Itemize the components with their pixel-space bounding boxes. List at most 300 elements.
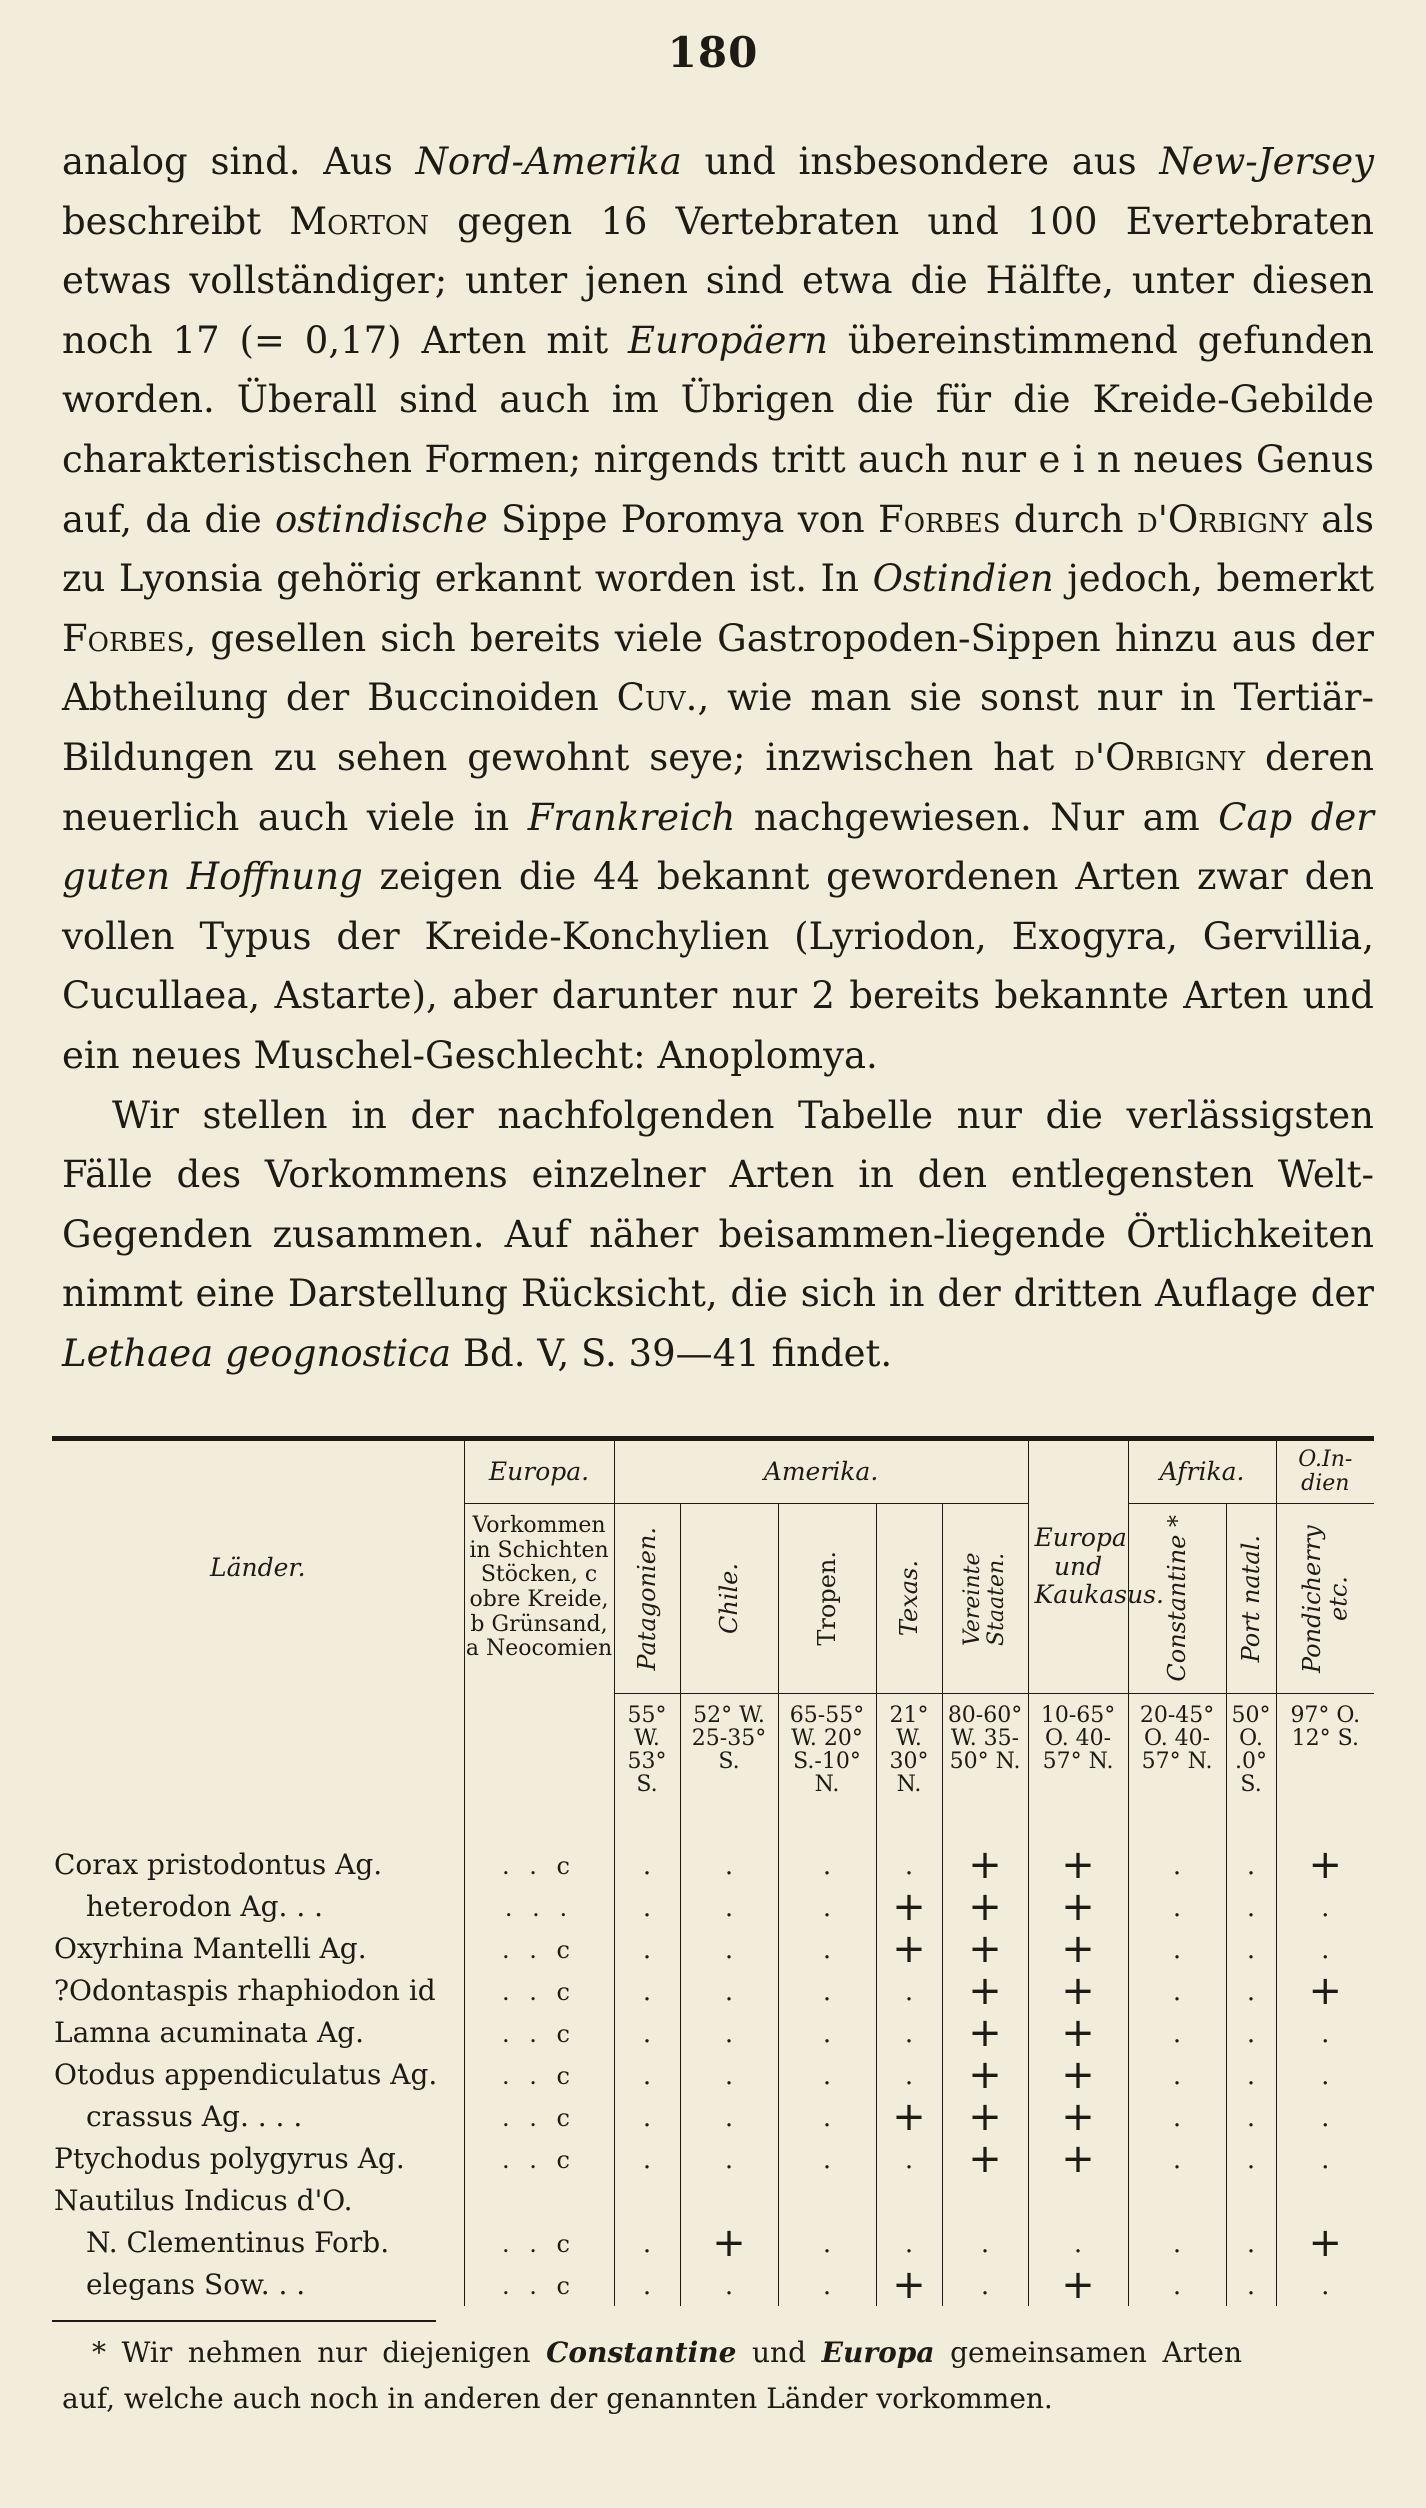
text-run: jedoch, bemerkt bbox=[1053, 557, 1374, 601]
table-cell bbox=[942, 1832, 1028, 1886]
table-cell bbox=[1128, 2096, 1226, 2138]
absence-mark: . bbox=[822, 2102, 832, 2133]
table-cell bbox=[876, 1832, 942, 1886]
table-cell bbox=[1276, 2096, 1374, 2138]
absence-mark: . bbox=[642, 2102, 652, 2133]
table-row bbox=[52, 2012, 1374, 2054]
absence-mark: . bbox=[1246, 2018, 1256, 2049]
header-group-europa: Europa. bbox=[464, 1441, 614, 1504]
absence-mark: . bbox=[724, 2060, 734, 2091]
header-empty bbox=[52, 1694, 464, 1833]
table-cell bbox=[680, 1970, 778, 2012]
coord-tropen: 65-55° W. 20° S.-10° N. bbox=[778, 1694, 876, 1833]
text-run: zeigen die 44 bekannt gewordenen Arten zwar den vollen Typus der Kreide-Konchylien (Lyriodon, Exogyra, Gervillia, Cucullaea, Astarte), aber darunter nur 2 bereits bekannte Arten und ein neues Muschel-Geschlecht: Anoplomya. bbox=[62, 855, 1374, 1077]
table-row bbox=[52, 1928, 1374, 1970]
table-cell bbox=[1276, 2180, 1374, 2222]
table-cell bbox=[464, 2180, 614, 2222]
table-cell bbox=[942, 2012, 1028, 2054]
text-run: gegen 16 Vertebraten und 100 Evertebraten etwas vollständiger; unter jenen sind etwa die Hälfte, unter diesen noch 17 (= 0,17) Arten mit bbox=[62, 199, 1375, 362]
table-cell bbox=[1028, 2012, 1128, 2054]
table-cell bbox=[614, 2264, 680, 2306]
absence-mark: . bbox=[1246, 1934, 1256, 1965]
table-cell bbox=[1276, 2264, 1374, 2306]
absence-mark: . bbox=[822, 1976, 832, 2007]
species-name: ?Odontaspis rhaphiodon id bbox=[54, 1973, 436, 2007]
table-cell bbox=[1226, 2096, 1276, 2138]
absence-mark: . bbox=[904, 2060, 914, 2091]
table-row bbox=[52, 1886, 1374, 1928]
table-cell bbox=[614, 2222, 680, 2264]
table-cell bbox=[778, 1886, 876, 1928]
absence-mark: . bbox=[904, 1850, 914, 1881]
table-cell bbox=[1226, 2138, 1276, 2180]
table-cell bbox=[680, 2264, 778, 2306]
table-cell bbox=[1226, 1928, 1276, 1970]
absence-mark: . bbox=[642, 2018, 652, 2049]
absence-mark: . bbox=[980, 2270, 990, 2301]
absence-mark: . bbox=[1172, 2144, 1182, 2175]
absence-mark: . bbox=[642, 2270, 652, 2301]
coord-constantine: 20-45° O. 40-57° N. bbox=[1128, 1694, 1226, 1833]
table-cell bbox=[1128, 2264, 1226, 2306]
table-cell bbox=[1226, 2012, 1276, 2054]
table-cell bbox=[614, 1928, 680, 1970]
table-cell bbox=[1276, 2054, 1374, 2096]
author-name: Forbes bbox=[62, 616, 185, 660]
text-run: Bd. V, S. 39—41 findet. bbox=[451, 1331, 893, 1375]
italic-run: New-Jersey bbox=[1159, 140, 1374, 183]
table-cell bbox=[1028, 2264, 1128, 2306]
absence-mark: . bbox=[1321, 2018, 1330, 2049]
table-cell bbox=[1128, 1928, 1226, 1970]
table-cell bbox=[778, 1928, 876, 1970]
table-cell bbox=[464, 2096, 614, 2138]
header-group-oindien: O.In-dien bbox=[1276, 1441, 1374, 1504]
species-name: heterodon Ag. . . bbox=[86, 1889, 324, 1923]
table-cell bbox=[614, 2012, 680, 2054]
table-cell bbox=[1276, 2012, 1374, 2054]
italic-run: Europäern bbox=[628, 318, 828, 362]
stratum-mark: . . c bbox=[502, 1977, 576, 2006]
species-name: Lamna acuminata Ag. bbox=[54, 2015, 364, 2049]
table-cell bbox=[1028, 2096, 1128, 2138]
presence-mark: + bbox=[1061, 1884, 1095, 1930]
table-cell bbox=[1276, 1928, 1374, 1970]
italic-run: Lethaea geognostica bbox=[62, 1331, 452, 1375]
italic-run: Cap der guten Hoffnung bbox=[62, 795, 1374, 899]
table-cell bbox=[680, 1832, 778, 1886]
header-tropen-label: Tropen. bbox=[812, 1551, 841, 1646]
text-run: Sippe Poromya von bbox=[487, 497, 879, 541]
table-row bbox=[52, 2180, 1374, 2222]
author-name: Forbes bbox=[878, 497, 1001, 541]
absence-mark: . bbox=[1073, 2228, 1083, 2259]
absence-mark: . bbox=[724, 1976, 734, 2007]
absence-mark: . bbox=[724, 2102, 734, 2133]
table-cell bbox=[680, 2180, 778, 2222]
table-cell bbox=[680, 2138, 778, 2180]
footnote-rule bbox=[52, 2320, 436, 2322]
header-port-natal bbox=[1226, 1504, 1276, 1694]
table-row bbox=[52, 2054, 1374, 2096]
table-cell bbox=[942, 2054, 1028, 2096]
table-cell bbox=[680, 1886, 778, 1928]
table-cell bbox=[778, 2222, 876, 2264]
header-vereinte bbox=[942, 1504, 1028, 1694]
stratum-mark: . . c bbox=[502, 1935, 576, 1964]
presence-mark: + bbox=[1308, 1842, 1343, 1888]
table-cell bbox=[942, 1970, 1028, 2012]
table-cell bbox=[942, 2222, 1028, 2264]
text-run: analog sind. Aus bbox=[62, 140, 416, 183]
author-name: Morton bbox=[289, 199, 429, 243]
table-cell bbox=[1226, 2222, 1276, 2264]
table-cell bbox=[942, 2264, 1028, 2306]
table-cell bbox=[876, 2012, 942, 2054]
table-cell bbox=[1028, 2054, 1128, 2096]
table-cell bbox=[876, 2138, 942, 2180]
table-cell bbox=[1128, 2180, 1226, 2222]
absence-mark: . bbox=[1246, 2144, 1256, 2175]
table-cell bbox=[1226, 1832, 1276, 1886]
absence-mark: . bbox=[642, 2060, 652, 2091]
header-lander: Länder. bbox=[209, 1552, 306, 1582]
table-cell bbox=[1276, 1970, 1374, 2012]
table-row bbox=[52, 1832, 1374, 1886]
table-cell bbox=[464, 2012, 614, 2054]
table-cell bbox=[778, 2264, 876, 2306]
header-europa-kaukasus: Europa und Kaukasus. bbox=[1028, 1441, 1128, 1694]
table-cell bbox=[1028, 1970, 1128, 2012]
page-number: 180 bbox=[667, 28, 759, 77]
header-patagonien bbox=[614, 1504, 680, 1694]
absence-mark: . bbox=[904, 2228, 914, 2259]
header-chile-label: Chile. bbox=[714, 1562, 743, 1634]
table-cell bbox=[876, 1970, 942, 2012]
absence-mark: . bbox=[724, 1850, 734, 1881]
footnote-text bbox=[62, 2330, 1242, 2422]
header-constantine-label: Constantine * bbox=[1162, 1515, 1191, 1682]
italic-run: Ostindien bbox=[872, 557, 1054, 601]
stratum-mark: . . c bbox=[502, 2145, 576, 2174]
table-cell bbox=[1226, 2180, 1276, 2222]
table-grid bbox=[52, 1441, 1374, 2306]
table-cell bbox=[464, 1970, 614, 2012]
absence-mark: . bbox=[724, 2270, 734, 2301]
header-group-amerika: Amerika. bbox=[614, 1441, 1028, 1504]
absence-mark: . bbox=[724, 2018, 734, 2049]
absence-mark: . bbox=[822, 1892, 832, 1923]
header-chile bbox=[680, 1504, 778, 1694]
table-cell bbox=[778, 2180, 876, 2222]
absence-mark: . bbox=[1246, 2270, 1256, 2301]
header-port-natal-label: Port natal. bbox=[1236, 1534, 1265, 1663]
table-cell bbox=[464, 2222, 614, 2264]
absence-mark: . bbox=[904, 1976, 914, 2007]
coord-pondicherry: 97° O. 12° S. bbox=[1276, 1694, 1374, 1833]
presence-mark: + bbox=[1061, 2010, 1095, 2056]
absence-mark: . bbox=[822, 2144, 832, 2175]
presence-mark: + bbox=[892, 2094, 926, 2140]
paragraph-1 bbox=[62, 132, 1374, 1086]
table-cell bbox=[1128, 2222, 1226, 2264]
presence-mark: + bbox=[892, 1926, 926, 1972]
presence-mark: + bbox=[1061, 2262, 1095, 2308]
presence-mark: + bbox=[1061, 2136, 1095, 2182]
absence-mark: . bbox=[1321, 2102, 1330, 2133]
text-run: übereinstimmend gefunden worden. Überall sind auch im Übrigen die für die Kreide-Gebilde charakteristischen Formen; nirgends tritt auch nur e i n neues Genus auf, da die bbox=[62, 318, 1374, 541]
table-cell bbox=[1128, 2012, 1226, 2054]
presence-mark: + bbox=[1061, 1968, 1095, 2014]
presence-mark: + bbox=[968, 1926, 1002, 1972]
coord-vereinte: 80-60° W. 35-50° N. bbox=[942, 1694, 1028, 1833]
absence-mark: . bbox=[822, 2228, 832, 2259]
absence-mark: . bbox=[822, 2060, 832, 2091]
absence-mark: . bbox=[724, 2144, 734, 2175]
table-cell bbox=[778, 2138, 876, 2180]
header-patagonien-label: Patagonien. bbox=[632, 1526, 661, 1671]
presence-mark: + bbox=[968, 1884, 1002, 1930]
text-run: deren neuerlich auch viele in bbox=[62, 735, 1374, 839]
table-cell bbox=[942, 2138, 1028, 2180]
table-cell bbox=[1028, 1832, 1128, 1886]
table-row bbox=[52, 2264, 1374, 2306]
stratum-mark: . . c bbox=[502, 2019, 576, 2048]
absence-mark: . bbox=[822, 2018, 832, 2049]
table-cell bbox=[1028, 1928, 1128, 1970]
header-pondicherry bbox=[1276, 1504, 1374, 1694]
species-name: Otodus appendiculatus Ag. bbox=[54, 2057, 438, 2091]
table-cell bbox=[1226, 2054, 1276, 2096]
table-cell bbox=[1276, 1886, 1374, 1928]
absence-mark: . bbox=[904, 2018, 914, 2049]
table-cell bbox=[614, 2054, 680, 2096]
presence-mark: + bbox=[1308, 1968, 1343, 2014]
stratum-mark: . . c bbox=[502, 2271, 576, 2300]
presence-mark: + bbox=[968, 2136, 1002, 2182]
species-name: N. Clementinus Forb. bbox=[86, 2225, 390, 2259]
text-run: Wir nehmen nur diejenigen bbox=[106, 2336, 547, 2369]
table-cell bbox=[876, 2222, 942, 2264]
table-cell bbox=[778, 1832, 876, 1886]
absence-mark: . bbox=[1172, 2102, 1182, 2133]
table-cell bbox=[680, 2096, 778, 2138]
absence-mark: . bbox=[724, 1934, 734, 1965]
table-cell bbox=[614, 1832, 680, 1886]
table-cell bbox=[1128, 1886, 1226, 1928]
absence-mark: . bbox=[1246, 2228, 1256, 2259]
coord-vorkommen bbox=[464, 1694, 614, 1833]
table-cell bbox=[876, 2096, 942, 2138]
species-name: crassus Ag. . . . bbox=[86, 2099, 303, 2133]
table-cell bbox=[778, 1970, 876, 2012]
table-cell bbox=[1276, 1832, 1374, 1886]
author-name: Cuv. bbox=[616, 676, 698, 720]
text-run: beschreibt bbox=[62, 199, 290, 243]
table-cell bbox=[876, 1928, 942, 1970]
text-run: und bbox=[736, 2336, 822, 2369]
text-run: und insbesondere aus bbox=[681, 140, 1160, 183]
table-cell bbox=[1028, 1886, 1128, 1928]
absence-mark: . bbox=[642, 1892, 652, 1923]
absence-mark: . bbox=[1172, 1892, 1182, 1923]
table-cell bbox=[464, 2054, 614, 2096]
presence-mark: + bbox=[1061, 1926, 1095, 1972]
species-name: elegans Sow. . . bbox=[86, 2267, 306, 2301]
presence-mark: + bbox=[968, 1968, 1002, 2014]
italic-run: Nord-Amerika bbox=[415, 140, 682, 183]
header-group-afrika: Afrika. bbox=[1128, 1441, 1276, 1504]
coord-chile: 52° W. 25-35° S. bbox=[680, 1694, 778, 1833]
absence-mark: . bbox=[1172, 1934, 1182, 1965]
absence-mark: . bbox=[1172, 2018, 1182, 2049]
absence-mark: . bbox=[1172, 1850, 1182, 1881]
table-cell bbox=[1226, 1970, 1276, 2012]
table-cell bbox=[614, 1970, 680, 2012]
absence-mark: . bbox=[822, 2270, 832, 2301]
presence-mark: + bbox=[968, 2052, 1002, 2098]
presence-mark: + bbox=[712, 2220, 746, 2266]
table-row bbox=[52, 2096, 1374, 2138]
absence-mark: . bbox=[1246, 1976, 1256, 2007]
table-cell bbox=[1128, 2054, 1226, 2096]
table-cell bbox=[876, 2264, 942, 2306]
absence-mark: . bbox=[642, 1850, 652, 1881]
absence-mark: . bbox=[1172, 2060, 1182, 2091]
absence-mark: . bbox=[904, 2144, 914, 2175]
absence-mark: . bbox=[1321, 2144, 1330, 2175]
text-run: , wie man sie sonst nur in Tertiär-Bildungen zu sehen gewohnt seye; inzwischen hat bbox=[62, 676, 1374, 779]
absence-mark: . bbox=[1321, 1892, 1330, 1923]
table-cell bbox=[1226, 1886, 1276, 1928]
table-row bbox=[52, 1970, 1374, 2012]
table-cell bbox=[942, 2096, 1028, 2138]
header-vereinte-label: Vereinte Staaten. bbox=[959, 1551, 1010, 1646]
italic-run: Frankreich bbox=[527, 795, 736, 839]
absence-mark: . bbox=[642, 1934, 652, 1965]
coord-texas: 21° W. 30° N. bbox=[876, 1694, 942, 1833]
coord-europa: 10-65° O. 40-57° N. bbox=[1028, 1694, 1128, 1833]
table-cell bbox=[464, 1928, 614, 1970]
table-cell bbox=[614, 2180, 680, 2222]
stratum-mark: . . c bbox=[502, 1851, 576, 1880]
stratum-mark: . . c bbox=[502, 2061, 576, 2090]
table-cell bbox=[464, 1886, 614, 1928]
italic-run: Constantine bbox=[546, 2336, 737, 2369]
table-cell bbox=[680, 2222, 778, 2264]
absence-mark: . bbox=[1321, 2060, 1330, 2091]
header-pondicherry-label: Pondicherry etc. bbox=[1297, 1524, 1353, 1673]
paragraph-2 bbox=[62, 1086, 1374, 1384]
species-name: Corax pristodontus Ag. bbox=[54, 1847, 383, 1881]
absence-mark: . bbox=[1172, 2270, 1182, 2301]
table-cell bbox=[614, 2138, 680, 2180]
italic-run: Europa bbox=[821, 2336, 935, 2369]
absence-mark: . bbox=[1246, 2060, 1256, 2091]
table-row bbox=[52, 2222, 1374, 2264]
table-cell bbox=[876, 2054, 942, 2096]
absence-mark: . bbox=[642, 2228, 652, 2259]
table-cell bbox=[680, 2012, 778, 2054]
presence-mark: + bbox=[892, 1884, 926, 1930]
author-name: d'Orbigny bbox=[1136, 497, 1308, 541]
table-cell bbox=[1128, 1970, 1226, 2012]
table-cell bbox=[1028, 2138, 1128, 2180]
absence-mark: . bbox=[980, 2228, 990, 2259]
absence-mark: . bbox=[822, 1850, 832, 1881]
text-run: durch bbox=[1000, 497, 1137, 541]
stratum-mark: . . c bbox=[502, 2103, 576, 2132]
coord-port-natal: 50° O. .0° S. bbox=[1226, 1694, 1276, 1833]
absence-mark: . bbox=[724, 1892, 734, 1923]
presence-mark: + bbox=[1308, 2220, 1343, 2266]
footnote-mark: * bbox=[92, 2336, 106, 2369]
table-cell bbox=[778, 2054, 876, 2096]
table-cell bbox=[1276, 2222, 1374, 2264]
table-cell bbox=[680, 1928, 778, 1970]
presence-mark: + bbox=[968, 2010, 1002, 2056]
text-run: , gesellen sich bereits viele Gastropoden-Sippen hinzu aus der Abtheilung der Buccinoiden bbox=[62, 616, 1374, 720]
header-tropen bbox=[778, 1504, 876, 1694]
presence-mark: + bbox=[1061, 2094, 1095, 2140]
presence-mark: + bbox=[1061, 2052, 1095, 2098]
text-run: gemeinsamen Arten auf, welche auch noch in anderen der genannten Länder vorkommen. bbox=[62, 2336, 1242, 2415]
absence-mark: . bbox=[642, 1976, 652, 2007]
table-cell bbox=[1128, 2138, 1226, 2180]
table-cell bbox=[464, 1832, 614, 1886]
presence-mark: + bbox=[892, 2262, 926, 2308]
table-cell bbox=[680, 2054, 778, 2096]
table-body bbox=[52, 1832, 1374, 2306]
absence-mark: . bbox=[1321, 1934, 1330, 1965]
absence-mark: . bbox=[1321, 2270, 1330, 2301]
table-cell bbox=[778, 2096, 876, 2138]
absence-mark: . bbox=[1246, 2102, 1256, 2133]
text-run: Wir stellen in der nachfolgenden Tabelle nur die verlässigsten Fälle des Vorkommens einzelner Arten in den entlegensten Welt-Gegenden zusammen. Auf näher beisammen-liegende Örtlichkeiten nimmt eine Darstellung Rücksicht, die sich in der dritten Auflage der bbox=[62, 1093, 1374, 1316]
table-cell bbox=[778, 2012, 876, 2054]
table-cell bbox=[1028, 2222, 1128, 2264]
body-text bbox=[62, 132, 1374, 1383]
table-cell bbox=[1128, 1832, 1226, 1886]
stratum-mark: . . c bbox=[502, 2229, 576, 2258]
absence-mark: . bbox=[1246, 1892, 1256, 1923]
table-cell bbox=[942, 2180, 1028, 2222]
presence-mark: + bbox=[968, 2094, 1002, 2140]
table-cell bbox=[614, 2096, 680, 2138]
header-texas-label: Texas. bbox=[894, 1560, 923, 1637]
text-run: als zu Lyonsia gehörig erkannt worden ist. In bbox=[62, 497, 1375, 601]
table-cell bbox=[942, 1886, 1028, 1928]
header-vorkommen: Vorkommen in Schichten Stöcken, c obre Kreide, b Grünsand, a Neocomien bbox=[464, 1504, 614, 1694]
table-cell bbox=[876, 2180, 942, 2222]
absence-mark: . bbox=[822, 1934, 832, 1965]
species-name: Oxyrhina Mantelli Ag. bbox=[54, 1931, 367, 1965]
italic-run: ostindische bbox=[275, 497, 488, 541]
presence-mark: + bbox=[968, 1842, 1002, 1888]
footnote bbox=[62, 2330, 1242, 2422]
table-cell bbox=[1028, 2180, 1128, 2222]
table-cell bbox=[1226, 2264, 1276, 2306]
absence-mark: . bbox=[642, 2144, 652, 2175]
coord-patagonien: 55° W. 53° S. bbox=[614, 1694, 680, 1833]
table-cell bbox=[464, 2138, 614, 2180]
absence-mark: . bbox=[1172, 1976, 1182, 2007]
author-name: d'Orbigny bbox=[1074, 735, 1246, 779]
stratum-mark: . . . bbox=[504, 1893, 574, 1922]
table-row bbox=[52, 2138, 1374, 2180]
table-cell bbox=[1276, 2138, 1374, 2180]
species-name: Nautilus Indicus d'O. bbox=[54, 2183, 353, 2217]
